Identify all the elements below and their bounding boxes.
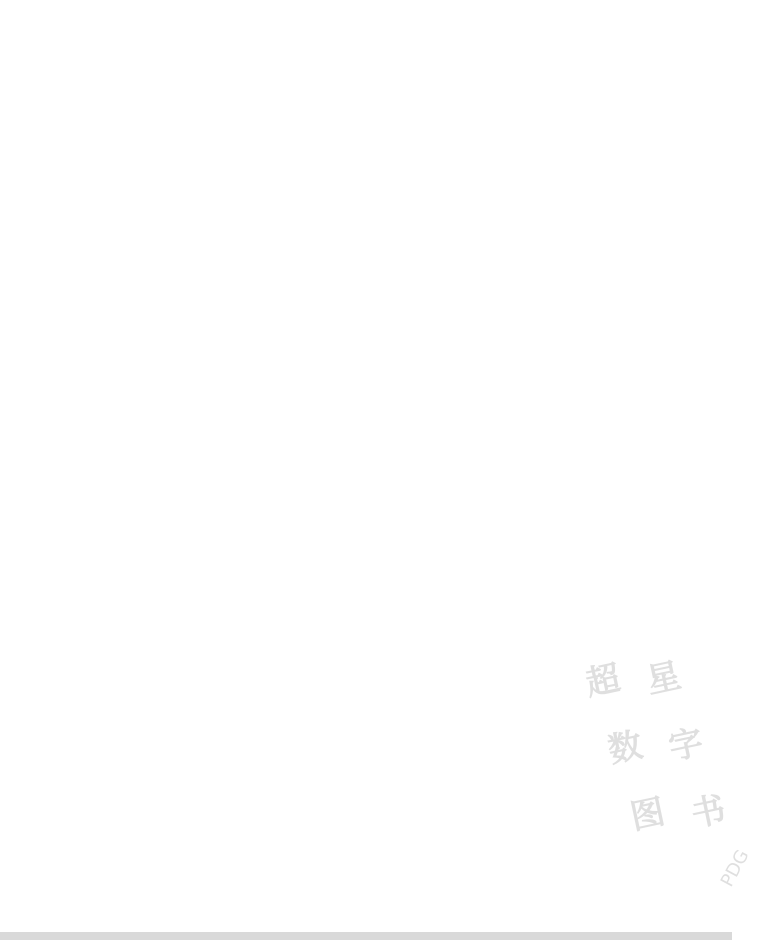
watermark-stamp: 超 星 数 字 图 书 PDG — [582, 655, 754, 891]
page-bottom-edge — [0, 932, 732, 940]
